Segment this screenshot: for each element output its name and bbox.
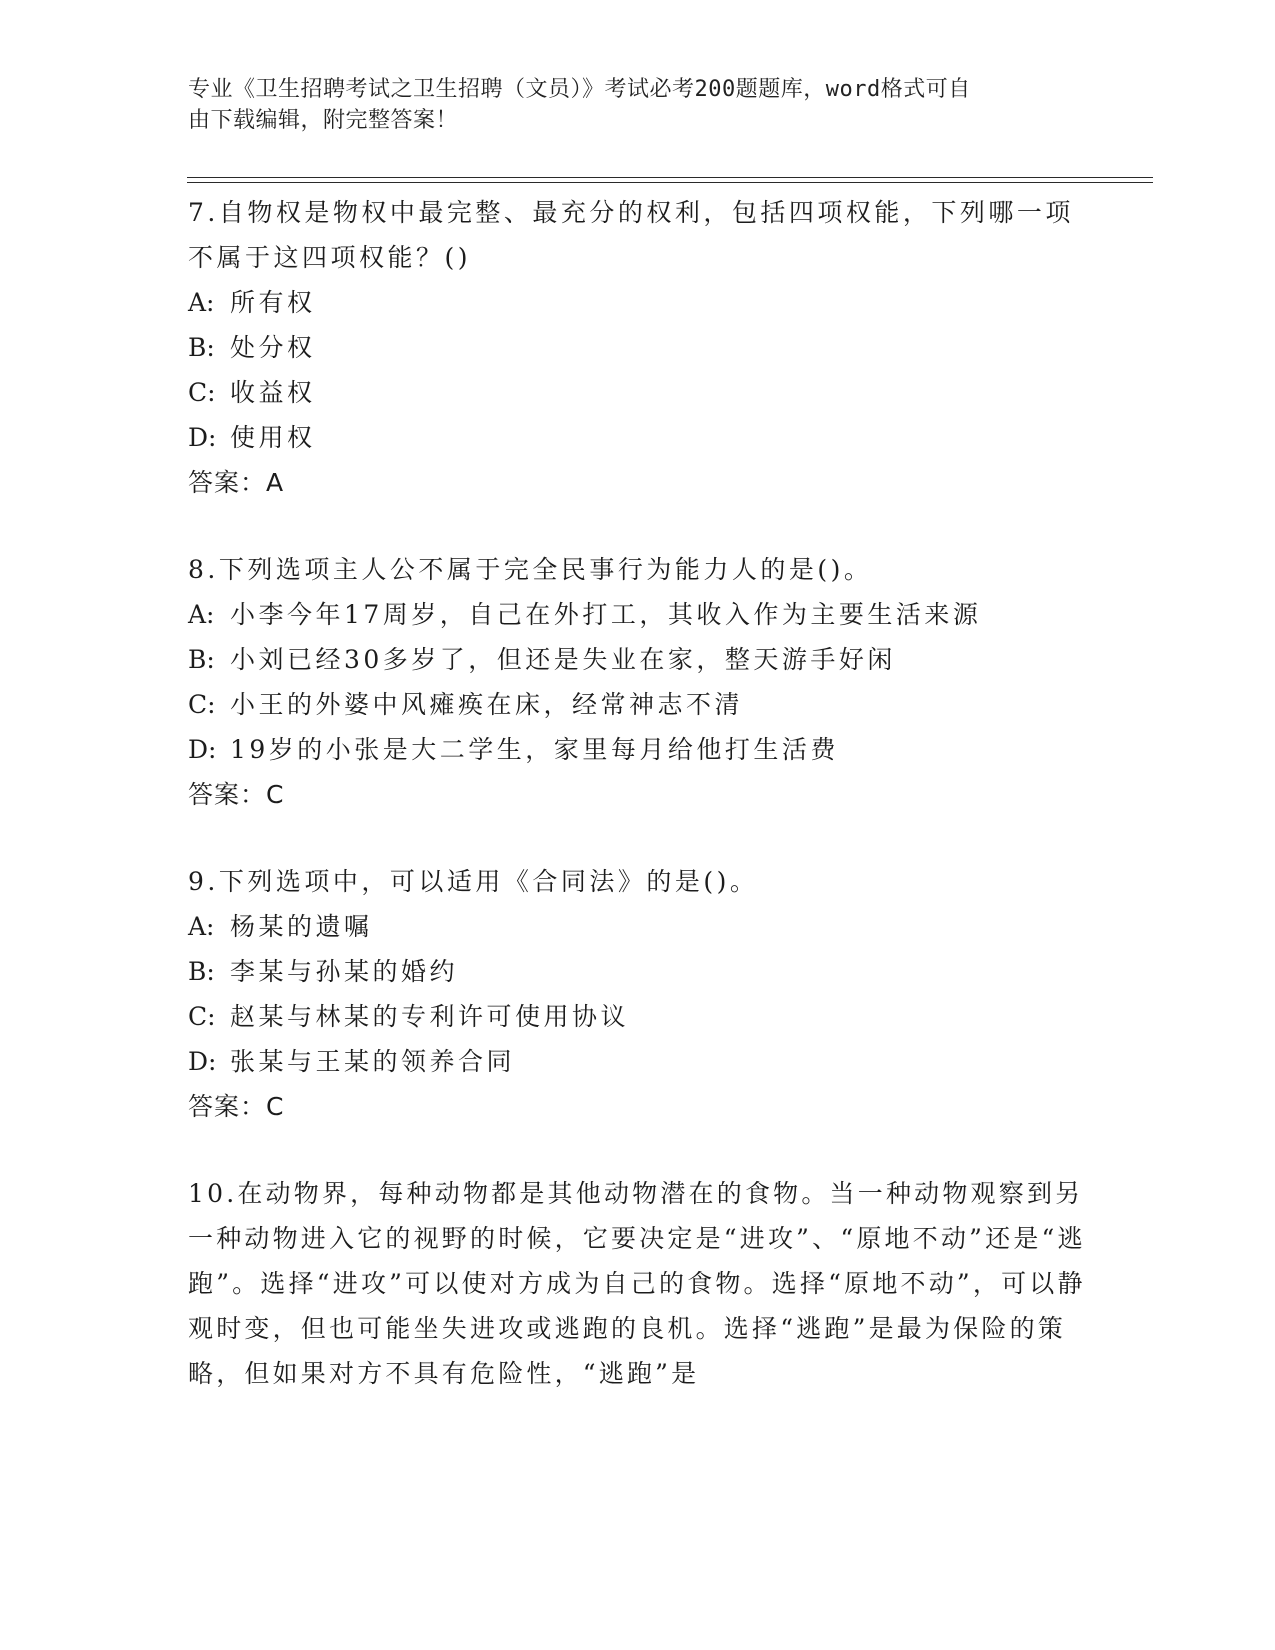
- option-text: 所有权: [230, 288, 316, 317]
- option-b: [188, 637, 1088, 682]
- option-text: 收益权: [230, 378, 316, 407]
- option-d: [188, 415, 1088, 460]
- answer-line: 答案：A: [188, 468, 285, 497]
- option-letter: B:: [188, 645, 215, 674]
- option-a: [188, 280, 1088, 325]
- answer-line: 答案：C: [188, 1092, 285, 1121]
- option-letter: C:: [188, 690, 216, 719]
- option-text: 处分权: [230, 333, 316, 362]
- document-header: [188, 74, 1068, 136]
- header-line-1: 专业《卫生招聘考试之卫生招聘（文员）》考试必考200题题库，word格式可自: [188, 77, 971, 102]
- option-a: [188, 904, 1088, 949]
- option-letter: B:: [188, 957, 215, 986]
- option-text: 杨某的遗嘱: [230, 912, 373, 941]
- option-text: 张某与王某的领养合同: [230, 1047, 516, 1076]
- answer-line: 答案：C: [188, 780, 285, 809]
- option-d: [188, 1039, 1088, 1084]
- option-letter: D:: [188, 735, 217, 764]
- question-stem: 7.自物权是物权中最完整、最充分的权利，包括四项权能，下列哪一项不属于这四项权能？(): [188, 198, 1074, 272]
- option-text: 19岁的小张是大二学生，家里每月给他打生活费: [230, 735, 839, 764]
- option-letter: D:: [188, 1047, 217, 1076]
- question-stem: 8.下列选项主人公不属于完全民事行为能力人的是()。: [188, 555, 873, 584]
- option-c: [188, 370, 1088, 415]
- question-stem: 10.在动物界，每种动物都是其他动物潜在的食物。当一种动物观察到另一种动物进入它的视野的时候，它要决定是“进攻”、“原地不动”还是“逃跑”。选择“进攻”可以使对方成为自己的食物。选择“原地不动”，可以静观时变，但也可能坐失进攻或逃跑的良机。选择“逃跑”是最为保险的策略，但如果对方不具有危险性，“逃跑”是: [188, 1179, 1086, 1388]
- option-letter: A:: [188, 912, 215, 941]
- option-letter: A:: [188, 288, 215, 317]
- option-b: [188, 325, 1088, 370]
- option-c: [188, 682, 1088, 727]
- question-8: [188, 547, 1088, 817]
- option-text: 小王的外婆中风瘫痪在床，经常神志不清: [230, 690, 744, 719]
- question-7: [188, 190, 1088, 505]
- header-divider-top: [187, 177, 1153, 178]
- question-10: [188, 1171, 1088, 1396]
- option-c: [188, 994, 1088, 1039]
- option-text: 李某与孙某的婚约: [230, 957, 459, 986]
- option-letter: D:: [188, 423, 217, 452]
- option-text: 小刘已经30多岁了，但还是失业在家，整天游手好闲: [230, 645, 896, 674]
- option-letter: C:: [188, 378, 216, 407]
- question-9: [188, 859, 1088, 1129]
- option-text: 赵某与林某的专利许可使用协议: [230, 1002, 630, 1031]
- header-divider-bottom: [187, 182, 1153, 183]
- option-a: [188, 592, 1088, 637]
- option-letter: B:: [188, 333, 215, 362]
- option-b: [188, 949, 1088, 994]
- header-line-2: 由下载编辑，附完整答案！: [188, 108, 459, 133]
- option-text: 使用权: [230, 423, 316, 452]
- option-d: [188, 727, 1088, 772]
- questions-list: [188, 190, 1088, 1438]
- option-letter: A:: [188, 600, 215, 629]
- option-text: 小李今年17周岁，自己在外打工，其收入作为主要生活来源: [230, 600, 982, 629]
- option-letter: C:: [188, 1002, 216, 1031]
- question-stem: 9.下列选项中，可以适用《合同法》的是()。: [188, 867, 759, 896]
